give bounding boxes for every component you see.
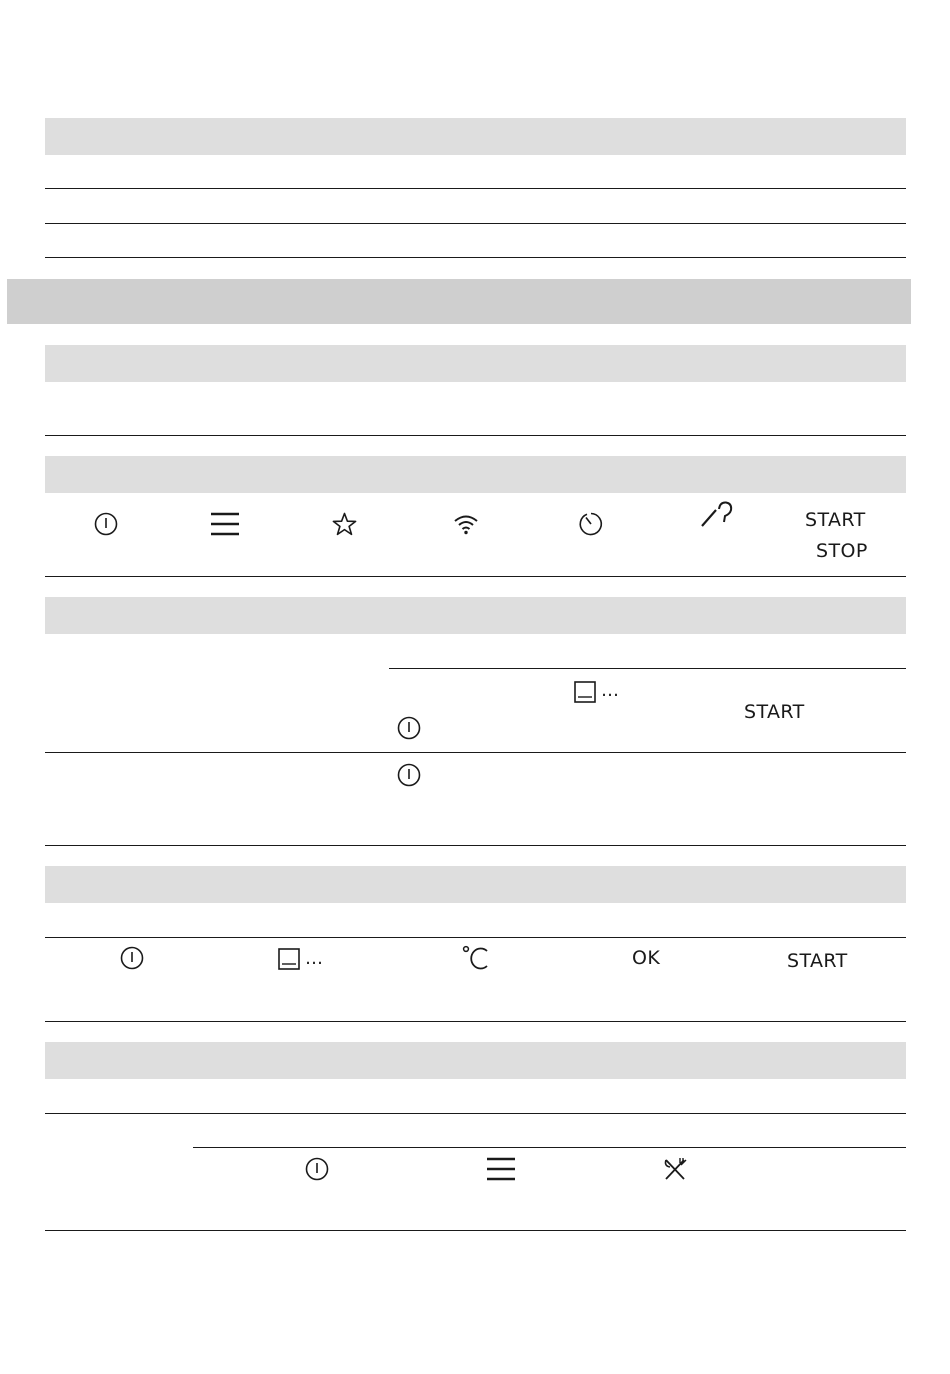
table-header-bar xyxy=(45,118,906,155)
oven-function-icon xyxy=(574,681,596,703)
power-icon xyxy=(305,1157,329,1181)
power-icon xyxy=(397,716,421,740)
menu-icon xyxy=(211,512,239,536)
ok-label: OK xyxy=(632,947,661,969)
menu-icon xyxy=(487,1157,515,1181)
food-sensor-icon xyxy=(699,501,737,529)
table-divider xyxy=(45,188,906,189)
table-divider xyxy=(45,576,906,577)
table-header-bar xyxy=(45,1042,906,1079)
table-divider xyxy=(45,257,906,258)
table-header-bar xyxy=(45,597,906,634)
table-header-bar xyxy=(45,345,906,382)
table-header-bar xyxy=(45,456,906,493)
start-label: START xyxy=(805,509,866,531)
table-divider xyxy=(193,1147,906,1148)
stop-label: STOP xyxy=(816,540,868,562)
ellipsis: … xyxy=(601,680,620,701)
start-label: START xyxy=(787,950,848,972)
table-header-bar xyxy=(45,866,906,903)
table-divider xyxy=(45,752,906,753)
power-icon xyxy=(120,946,144,970)
wifi-icon xyxy=(453,513,479,535)
start-label: START xyxy=(744,701,805,723)
table-divider xyxy=(45,223,906,224)
table-divider xyxy=(45,435,906,436)
table-divider xyxy=(45,937,906,938)
celsius-icon xyxy=(462,945,490,971)
favourite-star-icon xyxy=(332,512,357,537)
table-divider xyxy=(45,1230,906,1231)
oven-function-icon xyxy=(278,948,300,970)
section-heading-band xyxy=(7,279,911,324)
table-divider xyxy=(45,1113,906,1114)
power-icon xyxy=(397,763,421,787)
ellipsis: … xyxy=(305,948,324,969)
table-divider xyxy=(45,845,906,846)
timer-icon xyxy=(578,511,604,537)
power-icon xyxy=(94,512,118,536)
table-divider xyxy=(45,1021,906,1022)
table-divider xyxy=(389,668,906,669)
assisted-cooking-icon xyxy=(663,1157,687,1181)
